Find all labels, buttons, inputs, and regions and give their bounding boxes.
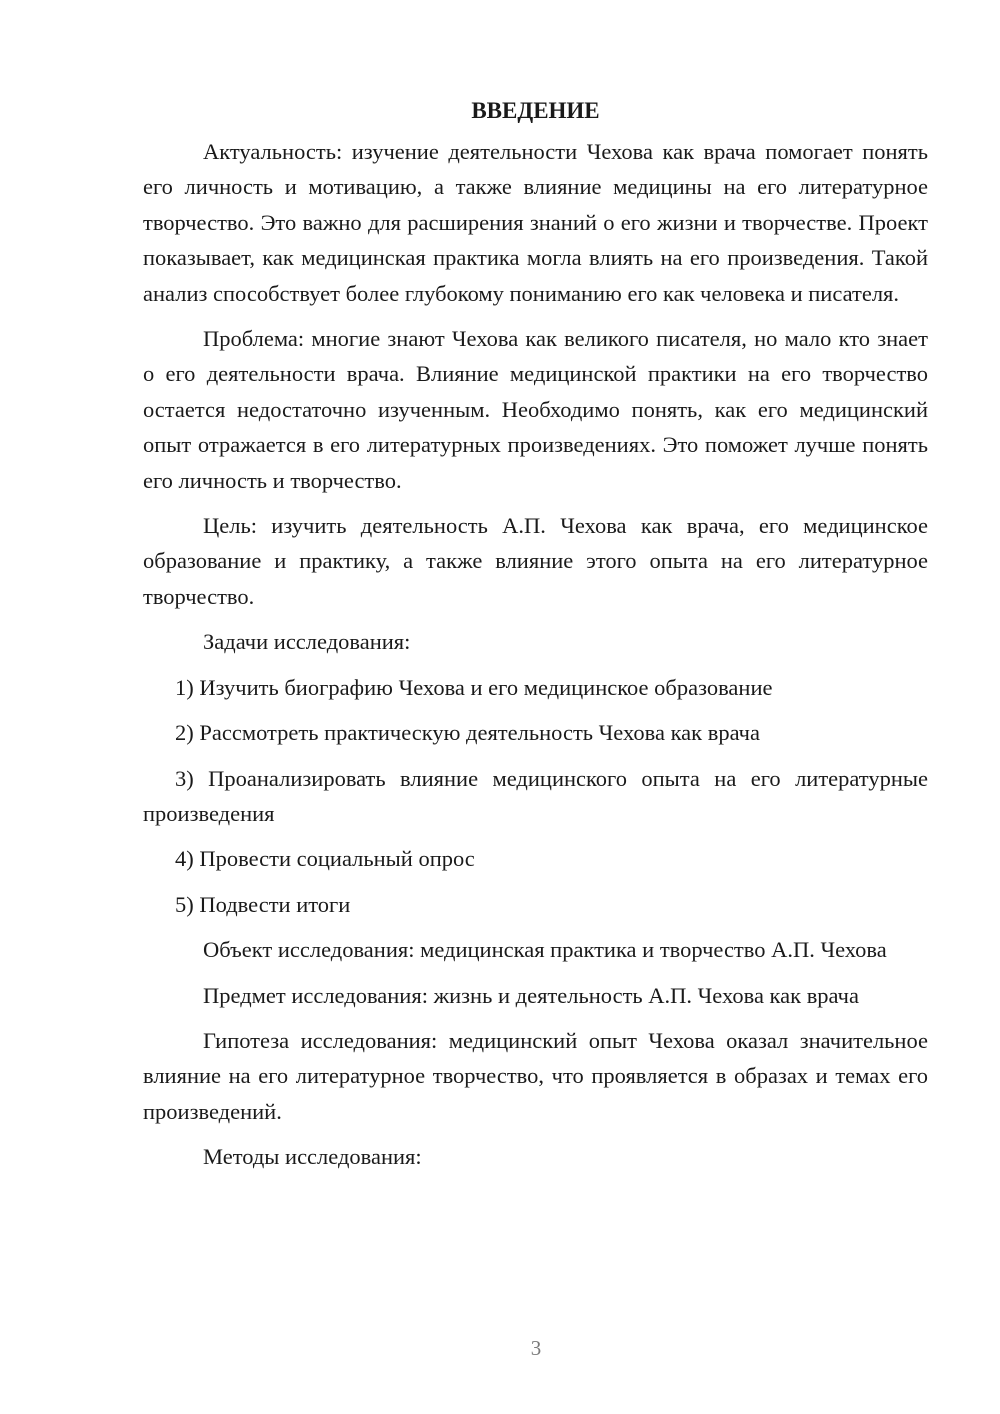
page-title: ВВЕДЕНИЕ <box>471 98 600 123</box>
task-item-3: 3) Проанализировать влияние медицинского опыта на его литературные произведения <box>143 765 928 826</box>
task-item-2: 2) Рассмотреть практическую деятельность Чехова как врача <box>175 720 760 746</box>
paragraph-goal: Цель: изучить деятельность А.П. Чехова как врача, его медицинское образование и практику, а также влияние этого опыта на его литературное творчество. <box>143 513 928 609</box>
paragraph-problem: Проблема: многие знают Чехова как великого писателя, но мало кто знает о его деятельности врача. Влияние медицинской практики на его творчество остается недостаточно изученным. Необходимо понять, как его медицинский опыт отражается в его литературных произведениях. Это поможет лучше понять его личность и творчество. <box>143 326 928 493</box>
paragraph-subject: Предмет исследования: жизнь и деятельность А.П. Чехова как врача <box>203 982 859 1008</box>
paragraph-hypothesis: Гипотеза исследования: медицинский опыт Чехова оказал значительное влияние на его литературное творчество, что проявляется в образах и темах его произведений. <box>143 1027 928 1124</box>
task-item-5: 5) Подвести итоги <box>175 891 351 917</box>
task-item-4: 4) Провести социальный опрос <box>175 846 475 872</box>
tasks-heading: Задачи исследования: <box>203 629 411 655</box>
task-item-1: 1) Изучить биографию Чехова и его медицинское образование <box>175 674 773 700</box>
paragraph-object: Объект исследования: медицинская практика и творчество А.П. Чехова <box>203 937 887 963</box>
methods-heading: Методы исследования: <box>203 1144 422 1170</box>
paragraph-relevance: Актуальность: изучение деятельности Чехова как врача помогает понять его личность и мотивацию, а также влияние медицины на его литературное творчество. Это важно для расширения знаний о его жизни и творчестве. Проект показывает, как медицинская практика могла влиять на его произведения. Такой анализ способствует более глубокому пониманию его как человека и писателя. <box>143 139 928 306</box>
page-number: 3 <box>530 1336 542 1360</box>
page-content <box>143 93 928 1175</box>
